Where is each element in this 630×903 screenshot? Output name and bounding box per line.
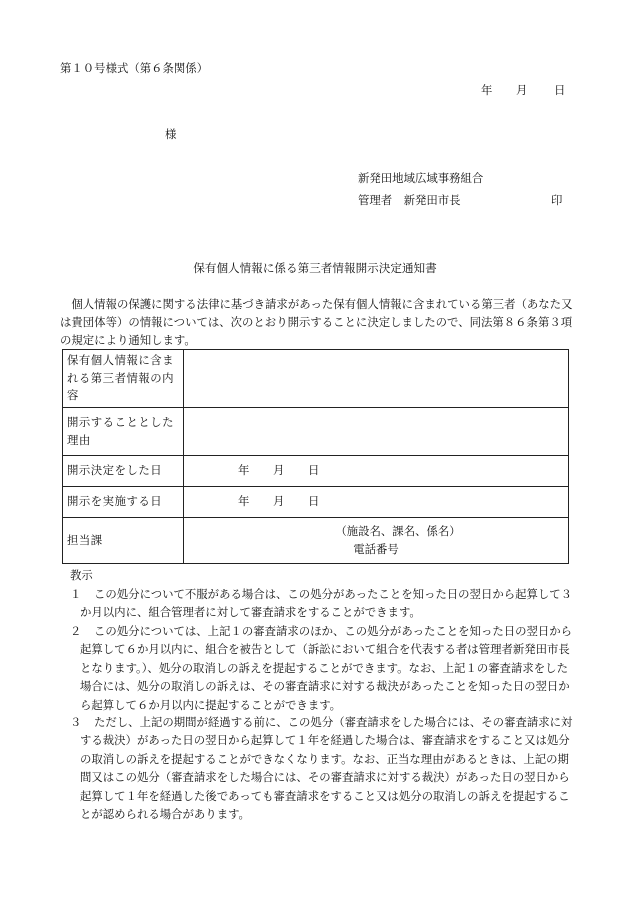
- value-disclosure-reason: [184, 408, 569, 456]
- decision-day: 日: [308, 463, 320, 478]
- value-decision-date: [184, 456, 569, 487]
- value-responsible-dept: [184, 518, 569, 564]
- notice-item-text: この処分については、上記１の審査請求のほか、この処分があったことを知った日の翌日から起算して６か月以内に、組合を被告として（訴訟において組合を代表する者は管理者新発田市長となります。）、処分の取消しの訴えを提起することができます。なお、上記１の審査請求をした場合には、処分の取消しの訴えは、その審査請求に対する裁決があったことを知った日の翌日から起算して６か月以内に提起することができます。: [80, 624, 573, 712]
- notice-item-number: ３: [70, 715, 82, 729]
- notice-date: [481, 82, 565, 99]
- disclosure-info-table: [62, 349, 569, 564]
- notice-item-3: [70, 713, 578, 824]
- notice-item-number: １: [70, 587, 82, 601]
- implementation-month: 月: [273, 494, 285, 509]
- dept-name-placeholder: （施設名、課名、係名）: [335, 523, 461, 538]
- implementation-year: 年: [238, 494, 250, 509]
- label-implementation-date: 開示を実施する日: [63, 487, 184, 518]
- label-third-party-content: 保有個人情報に含まれる第三者情報の内容: [63, 350, 184, 408]
- label-decision-date: 開示決定をした日: [63, 456, 184, 487]
- table-row: [63, 408, 569, 456]
- label-responsible-dept: 担当課: [63, 518, 184, 564]
- implementation-day: 日: [308, 494, 320, 509]
- date-month: 月: [516, 83, 528, 97]
- table-row: [63, 456, 569, 487]
- notice-item-text: この処分について不服がある場合は、この処分があったことを知った日の翌日から起算して３か月以内に、組合管理者に対して審査請求をすることができます。: [80, 587, 573, 620]
- notice-item-number: ２: [70, 624, 82, 638]
- date-year: 年: [481, 83, 493, 97]
- intro-paragraph: 個人情報の保護に関する法律に基づき請求があった保有個人情報に含まれている第三者（あなた又は貴団体等）の情報については、次のとおり開示することに決定しましたので、同法第８６条第３項の規定により通知します。: [60, 297, 573, 347]
- addressee-honorific: 様: [165, 127, 177, 141]
- sender-organization: 新発田地域広域事務組合: [358, 171, 484, 185]
- phone-number-label: 電話番号: [353, 541, 399, 556]
- form-number: 第１０号様式（第６条関係）: [60, 61, 209, 75]
- seal-mark: 印: [551, 193, 563, 207]
- value-third-party-content: [184, 350, 569, 408]
- document-title: 保有個人情報に係る第三者情報開示決定通知書: [193, 261, 437, 275]
- table-row: [63, 518, 569, 564]
- notice-item-1: [70, 585, 578, 622]
- table-row: [63, 487, 569, 518]
- label-disclosure-reason: 開示することとした理由: [63, 408, 184, 456]
- notice-item-2: [70, 622, 578, 714]
- table-row: [63, 350, 569, 408]
- value-implementation-date: [184, 487, 569, 518]
- sender-manager: 管理者 新発田市長: [358, 193, 461, 207]
- notice-heading: 教示: [70, 568, 93, 582]
- date-day: 日: [554, 83, 566, 97]
- decision-month: 月: [273, 463, 285, 478]
- decision-year: 年: [238, 463, 250, 478]
- notice-item-text: ただし、上記の期間が経過する前に、この処分（審査請求をした場合には、その審査請求に対する裁決）があった日の翌日から起算して１年を経過した場合は、審査請求をすること又は処分の取消しの訴えを提起することができなくなります。なお、正当な理由があるときは、上記の期間又はこの処分（審査請求をした場合には、その審査請求に対する裁決）があった日の翌日から起算して１年を経過した後であっても審査請求をすること又は処分の取消しの訴えを提起することが認められる場合があります。: [80, 715, 573, 822]
